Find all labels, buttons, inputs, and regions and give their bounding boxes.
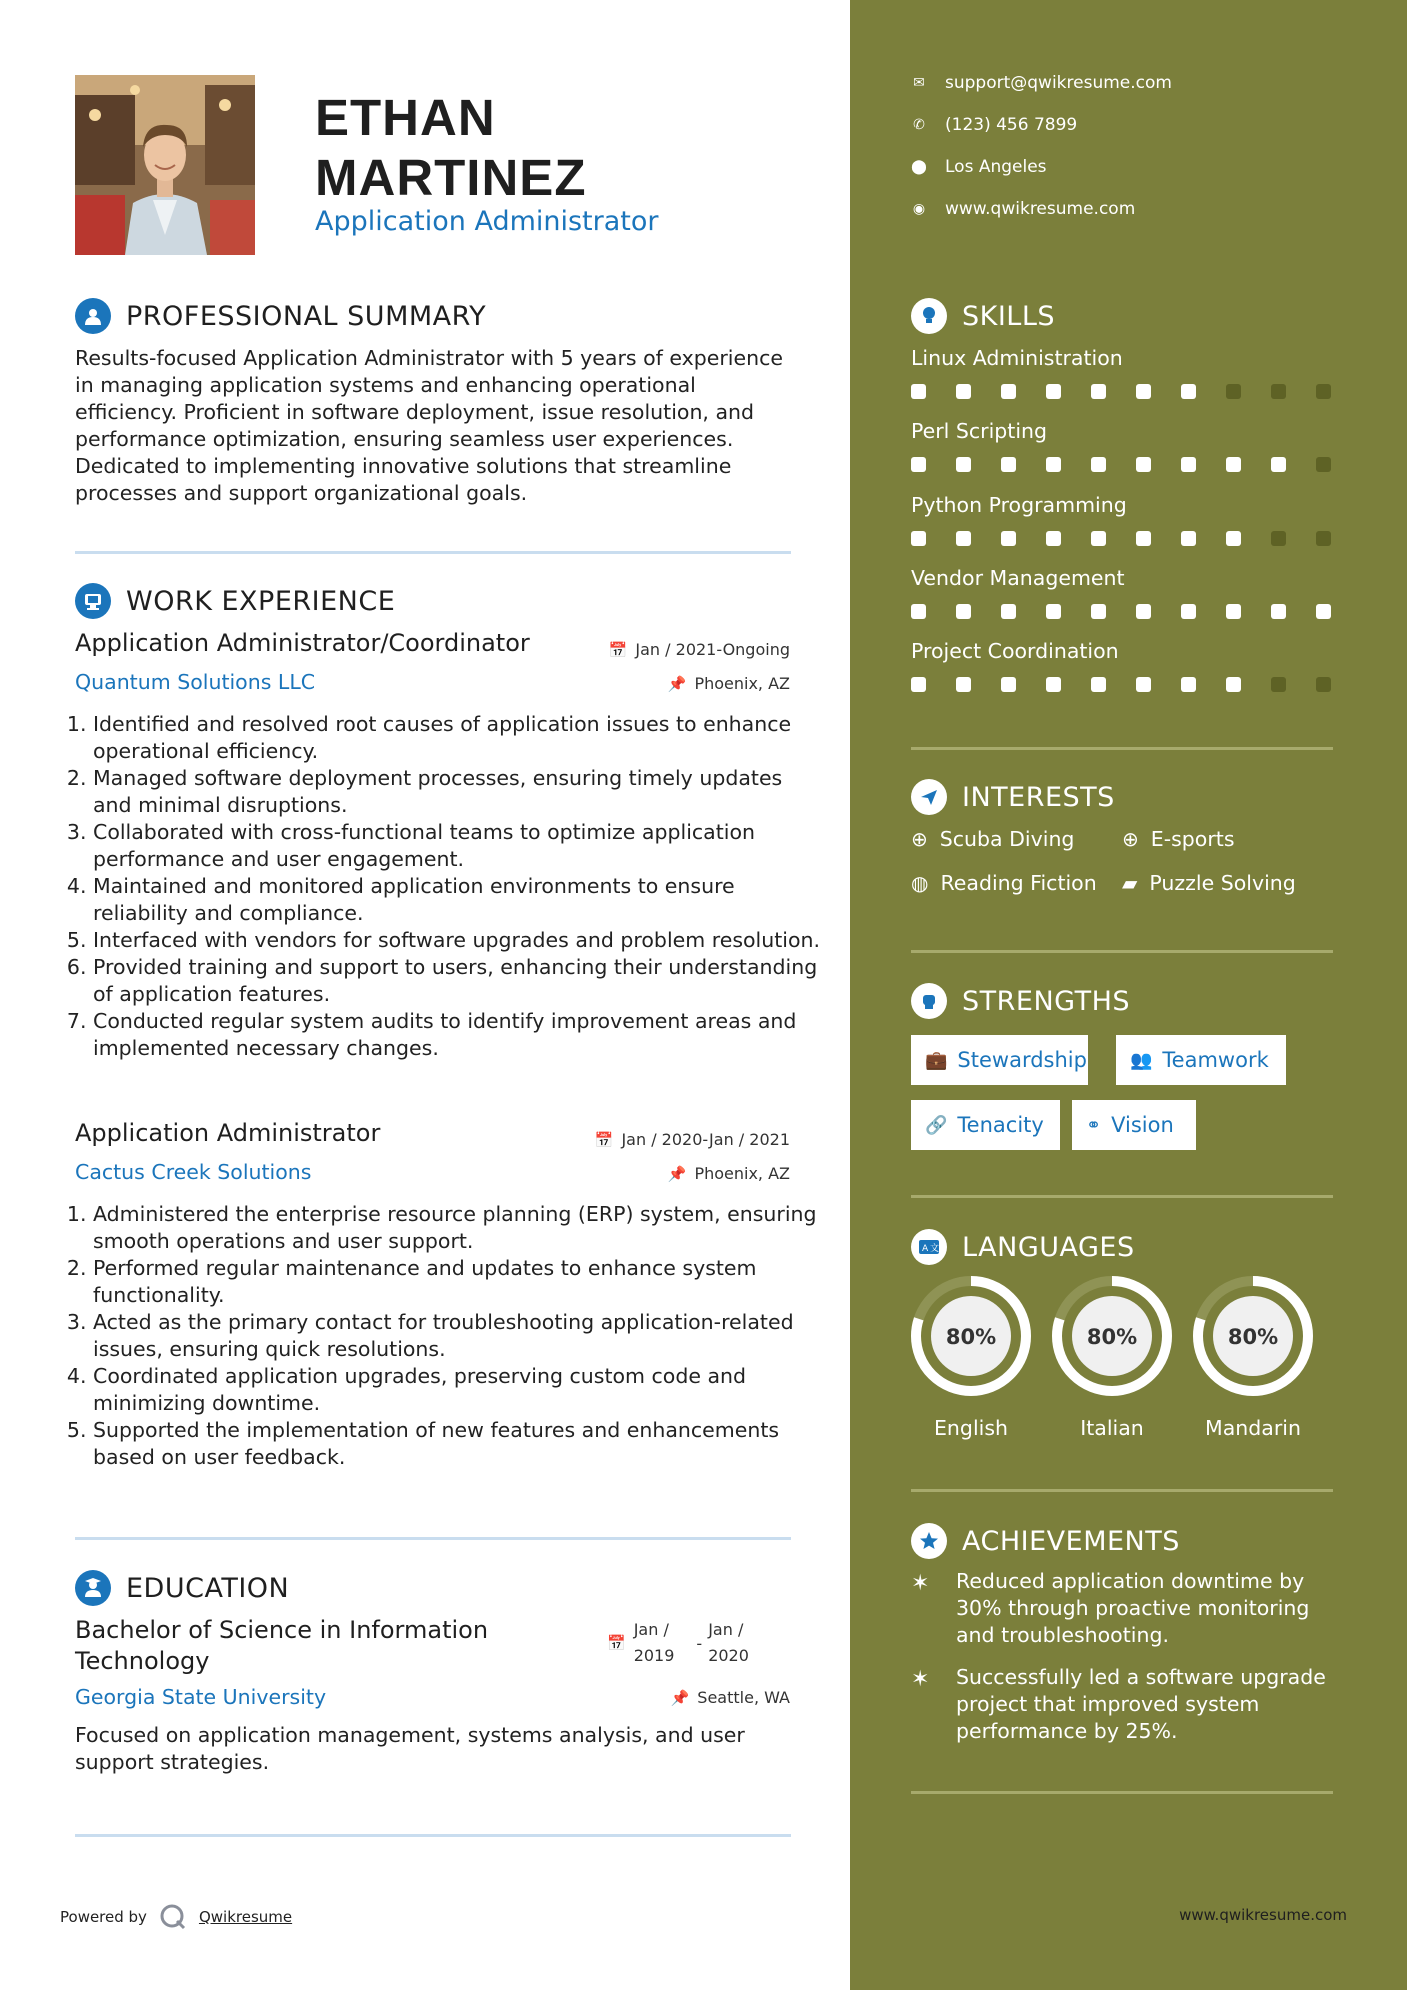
qwikresume-logo-icon — [159, 1903, 187, 1931]
list-item: 2. Performed regular maintenance and updates to enhance system functionality. — [93, 1255, 823, 1309]
phone-icon: ✆ — [913, 117, 925, 133]
language-progress-ring — [909, 1274, 1033, 1398]
section-divider — [911, 747, 1333, 750]
skill-dot-filled — [1046, 457, 1061, 472]
job-bullets — [65, 1201, 823, 1471]
svg-text:A: A — [922, 1244, 929, 1254]
skill-dot-empty — [1271, 531, 1286, 546]
languages-heading-text: LANGUAGES — [962, 1231, 1135, 1263]
contact-email[interactable] — [911, 73, 1172, 93]
skill-dot-filled — [911, 531, 926, 546]
gamepad-icon: ◍ — [911, 871, 929, 895]
achievement-text: Reduced application downtime by 30% through proactive monitoring and troubleshooting. — [956, 1569, 1310, 1647]
job-role: Application Administrator — [75, 1119, 381, 1147]
interests-heading-text: INTERESTS — [962, 781, 1115, 813]
skill-dot-filled — [1136, 531, 1151, 546]
skill-dot-filled — [1001, 604, 1016, 619]
achievement-item — [911, 1664, 1341, 1745]
job-dates-text: Jan / 2020-Jan / 2021 — [621, 1130, 790, 1149]
education-start — [634, 1617, 675, 1669]
fist-icon — [911, 983, 947, 1019]
skill-dot-filled — [1181, 457, 1196, 472]
education-school: Georgia State University — [75, 1685, 327, 1709]
start-year: 2019 — [633, 1646, 675, 1665]
skill-dot-filled — [1091, 384, 1106, 399]
skill-dot-filled — [1001, 677, 1016, 692]
footer-powered — [60, 1903, 292, 1931]
skill-dot-filled — [956, 604, 971, 619]
education-degree — [75, 1615, 488, 1677]
language-item — [909, 1274, 1033, 1440]
skill-dot-filled — [956, 457, 971, 472]
interest-label: Puzzle Solving — [1149, 871, 1296, 895]
skill-dot-filled — [1226, 604, 1241, 619]
candidate-name — [315, 88, 586, 208]
skill-dot-filled — [1136, 457, 1151, 472]
section-divider — [911, 1195, 1333, 1198]
map-pin-icon: ⬤ — [911, 159, 927, 175]
job-dates — [595, 1130, 790, 1149]
skill-dot-filled — [1136, 677, 1151, 692]
skill-dot-filled — [1001, 384, 1016, 399]
job-role: Application Administrator/Coordinator — [75, 629, 530, 657]
skills-heading — [911, 298, 1055, 334]
skill-dot-empty — [1271, 677, 1286, 692]
skill-name: Python Programming — [911, 493, 1127, 517]
job-location — [668, 674, 790, 693]
education-location-text: Seattle, WA — [697, 1688, 790, 1707]
graduation-icon — [75, 1570, 111, 1606]
section-divider — [75, 1834, 791, 1837]
skill-name: Linux Administration — [911, 346, 1123, 370]
language-progress-ring — [1050, 1274, 1174, 1398]
skill-dot-filled — [911, 384, 926, 399]
footer-site[interactable]: www.qwikresume.com — [1179, 1906, 1347, 1924]
skill-name: Vendor Management — [911, 566, 1125, 590]
skill-dot-filled — [1046, 384, 1061, 399]
language-percent: 80% — [1227, 1325, 1279, 1349]
svg-text:文: 文 — [930, 1244, 940, 1254]
language-name: English — [933, 1416, 1009, 1440]
skill-dot-filled — [1091, 531, 1106, 546]
job-company: Quantum Solutions LLC — [75, 670, 316, 694]
skill-rating — [911, 457, 1361, 472]
skill-dot-filled — [1271, 604, 1286, 619]
users-icon: 👥 — [1130, 1049, 1153, 1071]
profile-photo — [75, 75, 255, 255]
education-location — [671, 1688, 790, 1707]
pin-icon: 📌 — [667, 1164, 687, 1183]
candidate-title: Application Administrator — [315, 206, 659, 237]
language-item — [1191, 1274, 1315, 1440]
achievement-text: Successfully led a software upgrade project that improved system performance by 25%. — [956, 1665, 1326, 1743]
section-divider — [75, 1537, 791, 1540]
pin-icon: 📌 — [670, 1688, 690, 1707]
skill-dot-filled — [1046, 677, 1061, 692]
star-badge-icon — [911, 1523, 947, 1559]
skill-dot-empty — [1271, 384, 1286, 399]
list-item: 5. Interfaced with vendors for software upgrades and problem resolution. — [93, 927, 823, 954]
skill-dot-filled — [1181, 677, 1196, 692]
language-progress-ring — [1191, 1274, 1315, 1398]
powered-by-label: Powered by — [60, 1908, 147, 1926]
skill-name: Project Coordination — [911, 639, 1119, 663]
skill-rating — [911, 604, 1361, 619]
skill-dot-filled — [911, 457, 926, 472]
strength-label: Tenacity — [957, 1113, 1044, 1137]
lifebuoy-icon: ⊕ — [1122, 827, 1139, 851]
envelope-icon: ✉ — [913, 75, 925, 91]
skill-dot-empty — [1226, 384, 1241, 399]
skill-dot-filled — [1271, 457, 1286, 472]
pin-icon: 📌 — [667, 674, 687, 693]
strength-label: Stewardship — [957, 1048, 1087, 1072]
calendar-icon: 📅 — [607, 1634, 626, 1652]
interests-heading — [911, 779, 1115, 815]
job-dates — [609, 640, 790, 659]
skill-dot-empty — [1316, 384, 1331, 399]
list-item: 3. Collaborated with cross-functional teams to optimize application performance and user engagement. — [93, 819, 823, 873]
lifebuoy-icon: ⊕ — [911, 827, 928, 851]
strength-tag — [1116, 1035, 1286, 1085]
education-end — [708, 1617, 749, 1669]
language-percent: 80% — [1086, 1325, 1138, 1349]
achievements-heading-text: ACHIEVEMENTS — [962, 1525, 1180, 1557]
job-location-text: Phoenix, AZ — [694, 674, 790, 693]
skill-rating — [911, 677, 1361, 692]
paper-plane-icon — [911, 779, 947, 815]
interest-item — [1122, 827, 1235, 851]
skill-dot-filled — [911, 677, 926, 692]
start-month: Jan / — [633, 1620, 669, 1639]
skill-dot-filled — [1091, 457, 1106, 472]
skill-dot-filled — [1181, 531, 1196, 546]
strength-label: Teamwork — [1162, 1048, 1269, 1072]
skill-dot-filled — [1046, 531, 1061, 546]
name-last: MARTINEZ — [315, 149, 587, 206]
brand-link[interactable]: Qwikresume — [198, 1908, 293, 1926]
skill-dot-filled — [1001, 457, 1016, 472]
experience-heading-text: WORK EXPERIENCE — [126, 585, 396, 617]
skill-dot-filled — [1091, 604, 1106, 619]
end-year: 2020 — [708, 1646, 749, 1665]
skill-dot-filled — [1046, 604, 1061, 619]
skill-dot-filled — [956, 384, 971, 399]
globe-icon: ◉ — [912, 201, 926, 217]
user-icon — [75, 298, 111, 334]
end-month: Jan / — [708, 1620, 744, 1639]
skill-dot-empty — [1316, 531, 1331, 546]
summary-heading — [75, 298, 486, 334]
skill-dot-filled — [1316, 604, 1331, 619]
contact-phone[interactable] — [911, 115, 1077, 135]
skill-dot-filled — [1181, 604, 1196, 619]
skills-heading-text: SKILLS — [962, 300, 1056, 332]
skill-dot-empty — [1316, 457, 1331, 472]
education-description: Focused on application management, systems analysis, and user support strategies. — [75, 1723, 745, 1774]
skill-name: Perl Scripting — [911, 419, 1048, 443]
contact-website[interactable] — [911, 199, 1135, 219]
briefcase-icon: 💼 — [925, 1049, 948, 1071]
skill-dot-filled — [1091, 677, 1106, 692]
interest-item — [1122, 871, 1296, 895]
contact-email-text: support@qwikresume.com — [945, 73, 1172, 93]
language-percent: 80% — [945, 1325, 997, 1349]
skill-dot-filled — [956, 531, 971, 546]
interest-item — [911, 827, 1074, 851]
binoculars-icon: ⚭ — [1086, 1114, 1102, 1136]
interest-item — [911, 871, 1097, 895]
list-item: 4. Coordinated application upgrades, preserving custom code and minimizing downtime. — [93, 1363, 823, 1417]
job-bullets — [65, 711, 823, 1062]
lightbulb-icon — [911, 298, 947, 334]
degree-line: Bachelor of Science in Information — [75, 1616, 489, 1644]
list-item: 7. Conducted regular system audits to identify improvement areas and implemented necessary changes. — [93, 1008, 823, 1062]
summary-heading-text: PROFESSIONAL SUMMARY — [126, 300, 487, 332]
skill-dot-empty — [1316, 677, 1331, 692]
interest-label: E-sports — [1150, 827, 1235, 851]
section-divider — [75, 551, 791, 554]
contact-website-text: www.qwikresume.com — [945, 199, 1136, 219]
date-dash: - — [696, 1633, 703, 1653]
achievements-heading — [911, 1523, 1180, 1559]
list-item: 6. Provided training and support to users, enhancing their understanding of application features. — [93, 954, 823, 1008]
summary-text: Results-focused Application Administrator with 5 years of experience in managing application systems and enhancing operational efficiency. Proficient in software deployment, issue resolution, and performance optimization, ensuring seamless user experiences. Dedicated to implementing innovative solutions that streamline processes and support organizational goals. — [75, 346, 783, 505]
contact-location — [911, 157, 1047, 177]
skill-dot-filled — [911, 604, 926, 619]
education-heading — [75, 1570, 289, 1606]
strength-tag — [911, 1035, 1088, 1085]
calendar-icon: 📅 — [608, 640, 628, 659]
strength-label: Vision — [1111, 1113, 1174, 1137]
list-item: 1. Administered the enterprise resource planning (ERP) system, ensuring smooth operations and user support. — [93, 1201, 823, 1255]
languages-heading — [911, 1229, 1135, 1265]
skill-dot-filled — [1226, 677, 1241, 692]
education-dates — [607, 1617, 749, 1669]
calendar-icon: 📅 — [594, 1130, 614, 1149]
shooting-star-icon: ✶ — [911, 1571, 930, 1596]
translate-icon — [911, 1229, 947, 1265]
section-divider — [911, 1489, 1333, 1492]
strength-tag — [911, 1100, 1060, 1150]
job-dates-text: Jan / 2021-Ongoing — [635, 640, 790, 659]
contact-location-text: Los Angeles — [945, 157, 1047, 177]
education-heading-text: EDUCATION — [126, 1572, 290, 1604]
section-divider — [911, 1791, 1333, 1794]
skill-dot-filled — [1001, 531, 1016, 546]
language-name: Mandarin — [1205, 1416, 1301, 1440]
skill-dot-filled — [1226, 457, 1241, 472]
skill-dot-filled — [1136, 384, 1151, 399]
list-item: 2. Managed software deployment processes, ensuring timely updates and minimal disruptions. — [93, 765, 823, 819]
briefcase-icon — [75, 583, 111, 619]
interest-label: Scuba Diving — [939, 827, 1075, 851]
language-item — [1050, 1274, 1174, 1440]
strength-tag — [1072, 1100, 1196, 1150]
strengths-heading-text: STRENGTHS — [962, 985, 1131, 1017]
achievement-item — [911, 1568, 1341, 1649]
strengths-heading — [911, 983, 1130, 1019]
list-item: 3. Acted as the primary contact for troubleshooting application-related issues, ensuring quick resolutions. — [93, 1309, 823, 1363]
degree-line: Technology — [75, 1647, 210, 1675]
name-first: ETHAN — [315, 89, 496, 146]
list-item: 5. Supported the implementation of new features and enhancements based on user feedback. — [93, 1417, 823, 1471]
experience-heading — [75, 583, 395, 619]
section-divider — [911, 950, 1333, 953]
skill-dot-filled — [956, 677, 971, 692]
job-location — [668, 1164, 790, 1183]
skill-dot-filled — [1226, 531, 1241, 546]
shooting-star-icon: ✶ — [911, 1667, 930, 1692]
interest-label: Reading Fiction — [940, 871, 1097, 895]
skill-rating — [911, 531, 1361, 546]
skill-dot-filled — [1136, 604, 1151, 619]
list-item: 1. Identified and resolved root causes of application issues to enhance operational efficiency. — [93, 711, 823, 765]
job-company: Cactus Creek Solutions — [75, 1160, 312, 1184]
job-location-text: Phoenix, AZ — [694, 1164, 790, 1183]
book-icon: ▰ — [1122, 871, 1138, 895]
language-name: Italian — [1080, 1416, 1144, 1440]
skill-dot-filled — [1181, 384, 1196, 399]
list-item: 4. Maintained and monitored application environments to ensure reliability and compliance. — [93, 873, 823, 927]
skill-rating — [911, 384, 1361, 399]
link-icon: 🔗 — [925, 1114, 948, 1136]
contact-phone-text: (123) 456 7899 — [945, 115, 1078, 135]
